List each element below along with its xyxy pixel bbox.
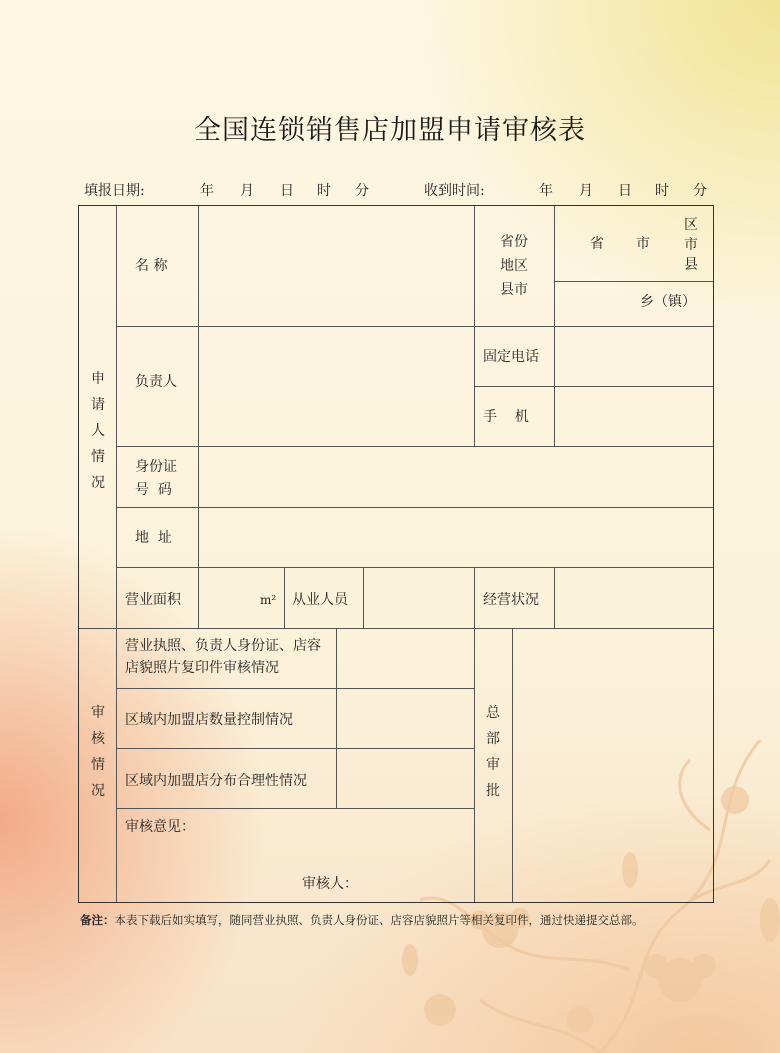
recv-hour-label: 时 [655, 183, 669, 199]
landline-field[interactable] [555, 327, 712, 385]
region-label-county: 县市 [500, 282, 528, 298]
id-label-line2: 号 码 [135, 482, 172, 498]
fill-hour-label: 时 [317, 183, 331, 199]
recv-day-label: 日 [618, 183, 632, 199]
note-label: 备注： [80, 913, 115, 927]
note-text: 本表下载后如实填写，随同营业执照、负责人身份证、店容店貌照片等相关复印件，通过快递提交总部。 [114, 913, 644, 927]
name-field[interactable] [199, 207, 473, 325]
hq-approval-label: 总部审批 [486, 705, 500, 799]
review-section-label: 审核情况 [91, 705, 105, 799]
form-title: 全国连锁销售店加盟申请审核表 [194, 115, 586, 146]
mobile-field[interactable] [555, 387, 712, 445]
name-label: 名 称 [135, 258, 168, 274]
address-field[interactable] [199, 508, 712, 566]
city2-unit: 市 [684, 237, 698, 253]
review-item-distribution: 区域内加盟店分布合理性情况 [125, 773, 307, 789]
fill-day-label: 日 [280, 183, 294, 199]
footer-note [80, 912, 644, 928]
recv-minute-label: 分 [693, 183, 707, 199]
fill-year-label: 年 [200, 183, 214, 199]
receive-time-label: 收到时间: [424, 183, 485, 199]
manager-field[interactable] [199, 327, 473, 445]
area-label: 营业面积 [125, 592, 181, 608]
staff-label: 从业人员 [292, 592, 348, 608]
review-item-quantity: 区域内加盟店数量控制情况 [125, 712, 293, 728]
address-label: 地 址 [135, 530, 172, 546]
manager-label: 负责人 [135, 374, 177, 390]
county-unit: 县 [684, 257, 698, 273]
fill-date-label: 填报日期: [84, 183, 145, 199]
mobile-label: 手 机 [483, 409, 529, 425]
id-label-line1: 身份证 [135, 459, 177, 475]
status-field[interactable] [555, 568, 712, 627]
status-label: 经营状况 [483, 592, 539, 608]
area-unit: m² [260, 593, 277, 607]
district-unit: 区 [684, 217, 698, 233]
recv-month-label: 月 [579, 183, 593, 199]
recv-year-label: 年 [539, 183, 553, 199]
applicant-section-label: 申请人情况 [91, 371, 105, 491]
fill-month-label: 月 [240, 183, 254, 199]
id-number-field[interactable] [199, 447, 712, 506]
review-item-docs: 营业执照、负责人身份证、店容店貌照片复印件审核情况 [125, 638, 321, 677]
region-label-area: 地区 [500, 258, 528, 274]
city-unit: 市 [636, 236, 650, 252]
region-label-province: 省份 [500, 234, 528, 250]
township-unit: 乡（镇） [640, 294, 696, 310]
province-unit: 省 [590, 236, 604, 252]
landline-label: 固定电话 [483, 349, 539, 365]
fill-minute-label: 分 [355, 183, 369, 199]
review-opinion-label: 审核意见： [125, 819, 195, 835]
reviewer-label: 审核人： [302, 876, 358, 892]
